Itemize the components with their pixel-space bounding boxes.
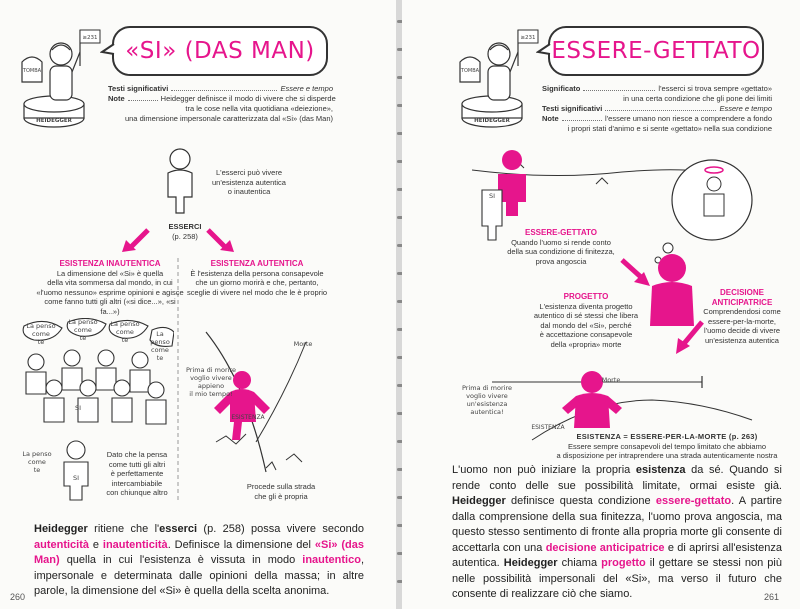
gettato-title: ESSERE-GETTATO xyxy=(524,228,597,237)
death-label-left: Morte xyxy=(293,340,313,348)
heidegger-statue-illustration xyxy=(14,22,104,132)
thought-bubble-2: La penso come te xyxy=(68,318,98,342)
procede-note: Procede sulla strada che gli è propria xyxy=(246,482,316,501)
page-title: «SI» (DAS MAN) xyxy=(125,38,315,64)
esserci-note: L'esserci può vivere un'esistenza autentica o inautentica xyxy=(212,168,286,196)
statue-badge: ≥231 xyxy=(82,35,98,41)
left-body-text: Heidegger ritiene che l'esserci (p. 258) possa vivere secondo autenticità e inautenticità. Definisce la dimensione del «Si» (das Man) quella in cui l'esistenza è vissuta in modo inautentico, impersonale e determinata dalle opinioni della massa; in altre parole, la dimensione del «Si» è quella della scelta anonima. xyxy=(34,523,364,597)
thought-bubble-1: La penso come te xyxy=(26,322,56,346)
right-info-block: Significato l'esserci si trova sempre «gettato» in una certa condizione che gli pone dei limiti Testi significativi Essere e tempo Note l'essere umano non riesce a comprendere a fondo i propri stati d'animo e si sente «gettato» nella sua condizione xyxy=(542,84,772,133)
lone-si-figure xyxy=(56,440,96,502)
interchangeable-note: Dato che la pensa come tutti gli altri è perfettamente intercambiabile con chiunque altro xyxy=(106,450,168,497)
bottom-diagram-block: ESISTENZA = ESSERE-PER-LA-MORTE (p. 263) Essere sempre consapevoli del tempo limitato che abbiamo a disposizione per intraprendere una strada autenticamente nostra xyxy=(556,432,778,460)
note-value-1: Heidegger definisce il modo di vivere che si disperde xyxy=(160,94,336,103)
si-mark-lone: SI xyxy=(72,474,80,482)
decisione-block: DECISIONE ANTICIPATRICE Comprendendosi come essere-per-la-morte, l'uomo decide di vivere un'esistenza autentica xyxy=(703,288,781,345)
death-label-right: Morte xyxy=(601,376,621,384)
thought-bubble-4: La penso come te xyxy=(150,330,170,362)
statue-base-label-right: HEIDEGGER xyxy=(474,118,510,124)
statue-badge-right: ≥231 xyxy=(520,35,536,41)
statue-plaque: TOMBA xyxy=(22,68,42,74)
left-title-bubble xyxy=(112,26,328,76)
si-mark-crowd: SI xyxy=(74,404,82,412)
si-mark-right: SI xyxy=(488,192,496,200)
page-number-left: 260 xyxy=(10,592,26,602)
esistenza-mark-right: ESISTENZA xyxy=(531,424,565,431)
note-value-2: tra le cose nella vita quotidiana «deiezione», xyxy=(185,104,333,113)
page-title-right: ESSERE-GETTATO xyxy=(551,38,761,64)
right-body-text: L'uomo non può iniziare la propria esistenza da sé. Quando si rende conto delle sue possibilità limitate, ormai esiste già. Heidegger definisce questa condizione essere-gettato. A partire dalla comprensione della sua finitezza, l'uomo prova angoscia, ma questo stesso sentimento di fronte alla propria morte gli consente di accettarla con una decisione anticipatrice e di aprirsi all'esistenza autentica. Heidegger chiama progetto il gettare se stessi non più nelle possibilità impersonali del «Si», ma verso il futuro che consente di realizzare ciò che siamo. xyxy=(452,464,782,600)
inauthentic-title: ESISTENZA INAUTENTICA xyxy=(59,259,161,268)
authentic-block: ESISTENZA AUTENTICA È l'esistenza della persona consapevole che un giorno morirà e che, pertanto, sceglie di vivere nel modo che le è proprio xyxy=(182,259,332,297)
left-info-block xyxy=(108,84,336,124)
bubble-tail xyxy=(100,42,116,58)
split-arrows xyxy=(118,226,238,256)
esistenza-mark-left: ESISTENZA xyxy=(231,414,265,421)
inauthentic-block: ESISTENZA INAUTENTICA La dimensione del «Si» è quella della vita sommersa dal mondo, in cui «l'uomo nessuno» esprime opinioni e agisce come fanno tutti gli altri («si dice...», «si fa...») xyxy=(36,259,184,316)
esserci-label: ESSERCI (p. 258) xyxy=(168,222,202,241)
left-page xyxy=(0,0,398,609)
prima-di-morire-right: Prima di morire voglio vivere un'esistenza autentica! xyxy=(462,384,512,416)
right-page xyxy=(402,0,800,609)
prima-di-morire-left: Prima di morire voglio vivere appieno il mio tempo! xyxy=(186,366,236,398)
note-value-3: una dimensione impersonale caratterizzata dal «Si» (das Man) xyxy=(124,114,333,123)
statue-base-label: HEIDEGGER xyxy=(36,118,72,124)
lone-thought: La penso come te xyxy=(22,450,52,474)
authentic-title: ESISTENZA AUTENTICA xyxy=(210,259,304,268)
statue-plaque-right: TOMBA xyxy=(460,68,480,74)
progetto-block: PROGETTO L'esistenza diventa progetto autentico di sé stessi che libera dal mondo del «Si», perché è accettazione consapevole della «propria» morte xyxy=(530,292,642,349)
esserci-figure xyxy=(160,147,200,217)
gettato-block: ESSERE-GETTATO Quando l'uomo si rende conto della sua condizione di finitezza, prova angoscia xyxy=(507,228,615,266)
note-label: Note xyxy=(108,94,125,103)
testi-label: Testi significativi xyxy=(108,84,169,93)
thought-bubble-3: La penso come te xyxy=(110,320,140,344)
heidegger-statue-illustration-right xyxy=(452,22,542,132)
right-title-bubble xyxy=(548,26,764,76)
page-number-right: 261 xyxy=(764,592,780,602)
bubble-tail-right xyxy=(536,42,552,58)
progetto-title: PROGETTO xyxy=(563,292,609,301)
testi-value: Essere e tempo xyxy=(280,84,333,93)
